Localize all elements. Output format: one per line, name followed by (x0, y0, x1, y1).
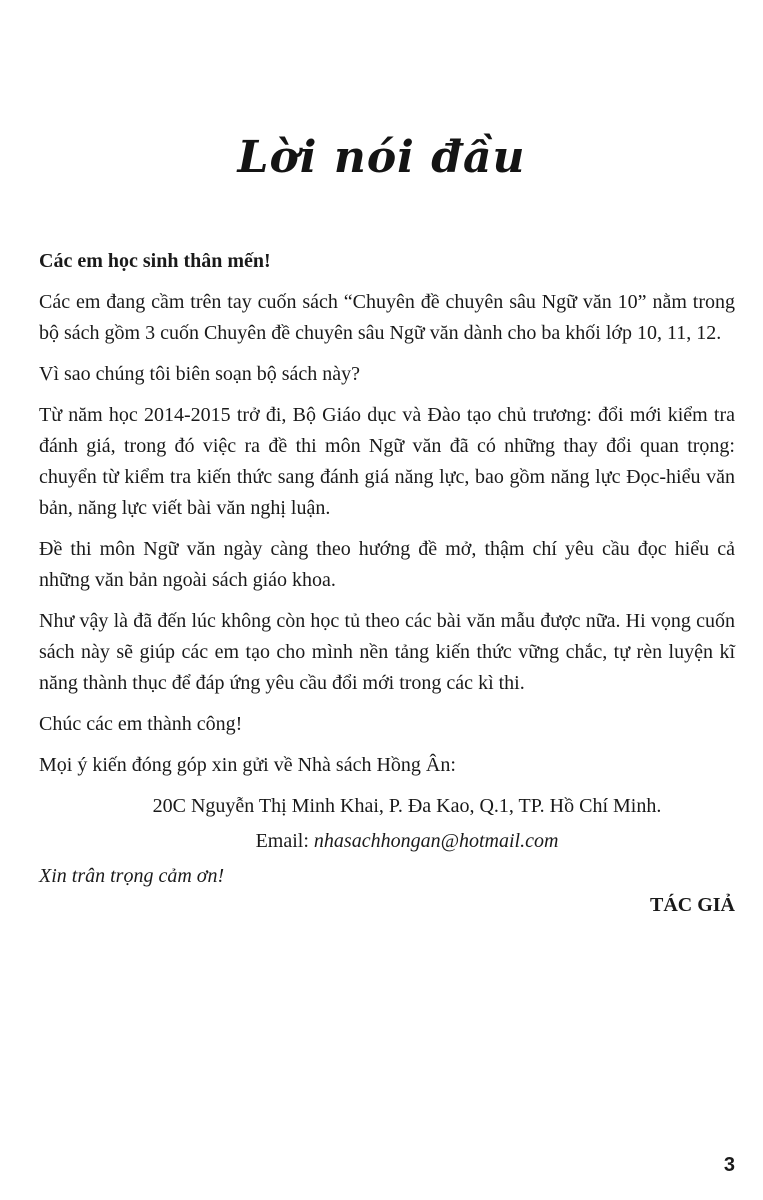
email-address: nhasachhongan@hotmail.com (313, 830, 559, 852)
page-number: 3 (723, 1154, 735, 1176)
preface-body (39, 246, 735, 892)
paragraph-intro: Các em đang cầm trên tay cuốn sách “Chuyên đề chuyên sâu Ngữ văn 10” nằm trong bộ sách gồm 3 cuốn Chuyên đề chuyên sâu Ngữ văn dành cho ba khối lớp 10, 11, 12. (39, 291, 735, 344)
paragraph-reform: Từ năm học 2014-2015 trở đi, Bộ Giáo dục và Đào tạo chủ trương: đổi mới kiểm tra đánh giá, trong đó việc ra đề thi môn Ngữ văn đã có những thay đổi quan trọng: chuyển từ kiểm tra kiến thức sang đánh giá năng lực, bao gồm năng lực Đọc-hiểu văn bản, năng lực viết bài văn nghị luận. (39, 404, 735, 519)
closing-thanks: Xin trân trọng cảm ơn! (39, 865, 225, 887)
paragraph-hope: Như vậy là đã đến lúc không còn học tủ theo các bài văn mẫu được nữa. Hi vọng cuốn sách này sẽ giúp các em tạo cho mình nền tảng kiến thức vững chắc, tự rèn luyện kĩ năng thành thục để đáp ứng yêu cầu đổi mới trong các kì thi. (39, 610, 735, 694)
paragraph-exam: Đề thi môn Ngữ văn ngày càng theo hướng đề mở, thậm chí yêu cầu đọc hiểu cả những văn bản ngoài sách giáo khoa. (39, 538, 735, 591)
paragraph-question: Vì sao chúng tôi biên soạn bộ sách này? (39, 363, 361, 385)
paragraph-feedback: Mọi ý kiến đóng góp xin gửi về Nhà sách Hồng Ân: (39, 754, 456, 776)
paragraph-wish: Chúc các em thành công! (39, 713, 243, 735)
page-title: Lời nói đầu (237, 132, 526, 183)
email-label: Email: (255, 830, 309, 852)
author-signature: TÁC GIẢ (649, 894, 735, 916)
publisher-email-line (39, 826, 735, 857)
greeting: Các em học sinh thân mến! (39, 250, 271, 272)
publisher-address: 20C Nguyễn Thị Minh Khai, P. Đa Kao, Q.1, TP. Hồ Chí Minh. (152, 795, 662, 817)
